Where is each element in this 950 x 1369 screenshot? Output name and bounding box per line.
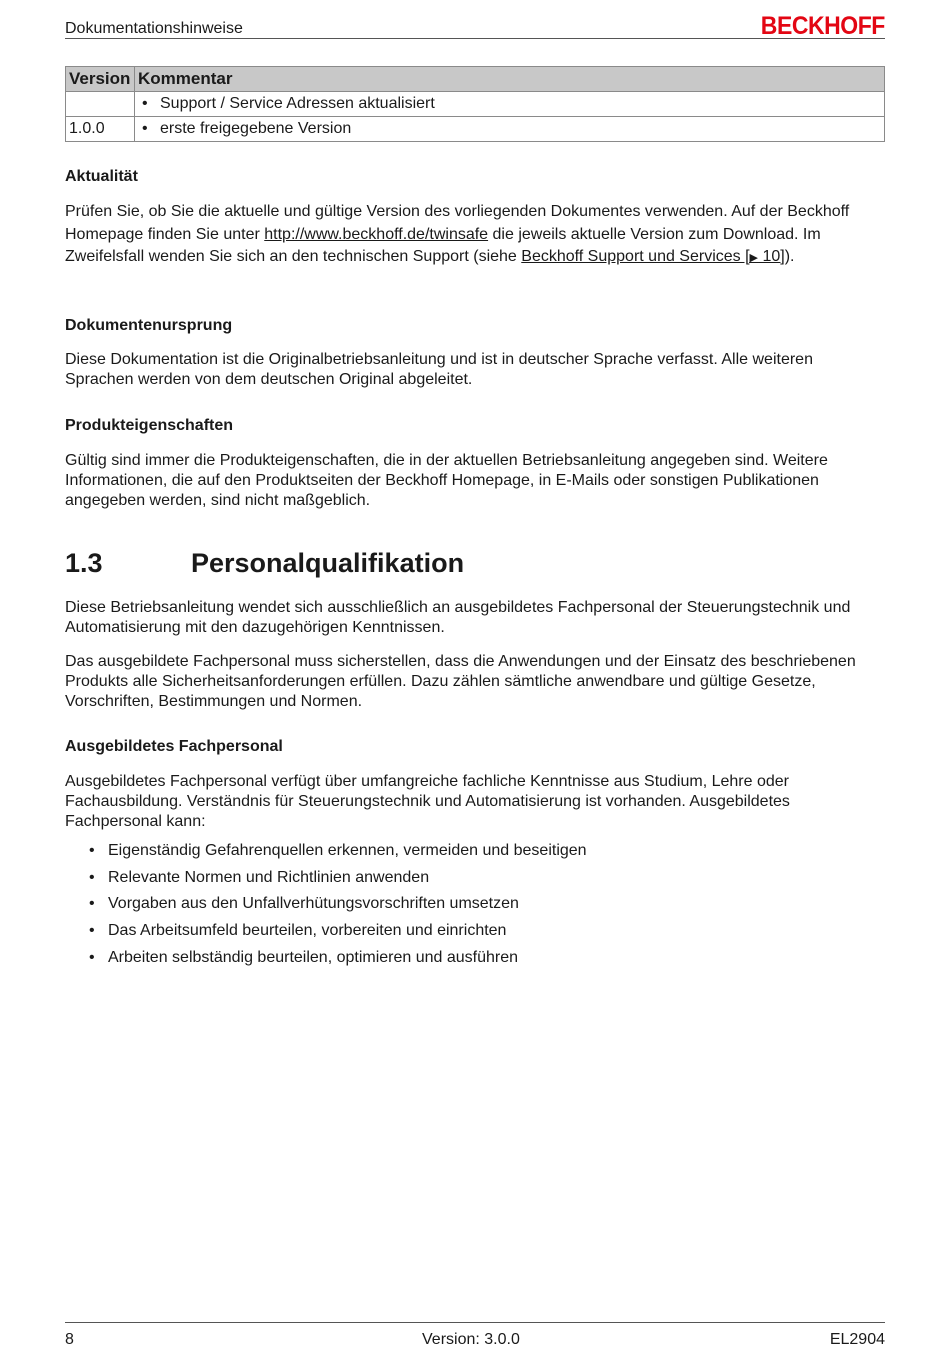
paragraph-aktualitaet: [65, 201, 885, 270]
text-eigenschaften: Gültig sind immer die Produkteigenschaften, die in der aktuellen Betriebsanleitung angegeben sind. Weitere Informationen, die auf den Produktseiten der Beckhoff Homepage, in E-Mails oder sonstigen Publikationen angegeben werden, sind nicht maßgeblich.: [65, 452, 828, 509]
text-chapter-1: Diese Betriebsanleitung wendet sich ausschließlich an ausgebildetes Fachpersonal der Steuerungstechnik und Automatisierung mit den dazugehörigen Kenntnissen.: [65, 599, 851, 636]
page-header: [65, 8, 885, 39]
text-chapter-2: Das ausgebildete Fachpersonal muss sicherstellen, dass die Anwendungen und der Einsatz des beschriebenen Produkts alle Sicherheitsanforderungen erfüllen. Dazu zählen sämtliche anwendbare und gültige Gesetze, Vorschriften, Bestimmungen und Normen.: [65, 653, 856, 710]
table-header-comment: Kommentar: [135, 67, 885, 92]
text-fachpersonal: Ausgebildetes Fachpersonal verfügt über umfangreiche fachliche Kenntnisse aus Studium, Lehre oder Fachausbildung. Verständnis für Steuerungstechnik und Automatisierung ist vorhanden. Ausgebildetes Fachpersonal kann:: [65, 773, 790, 830]
paragraph-chapter-2: [65, 652, 885, 712]
text-ursprung: Diese Dokumentation ist die Originalbetriebsanleitung und ist in deutscher Sprache verfasst. Alle weiteren Sprachen werden von dem deutschen Original abgeleitet.: [65, 351, 813, 388]
bullet: •: [142, 95, 148, 112]
beckhoff-logo: BECKHOFF: [760, 12, 885, 40]
text-segment: ).: [784, 248, 795, 265]
section-fachpersonal: [65, 738, 885, 756]
list-item: • Relevante Normen und Richtlinien anwenden: [89, 868, 430, 886]
page-footer: [65, 1322, 885, 1353]
link-twinsafe[interactable]: http://www.beckhoff.de/twinsafe: [264, 225, 489, 243]
comment-text: erste freigegebene Version: [160, 120, 352, 137]
bullet: •: [142, 120, 148, 137]
table-header-version: Version: [66, 67, 135, 92]
heading-fachpersonal: Ausgebildetes Fachpersonal: [65, 738, 283, 755]
table-cell-comment: [135, 117, 885, 142]
chapter-number: 1.3: [65, 548, 103, 578]
list-item: • Vorgaben aus den Unfallverhütungsvorschriften umsetzen: [89, 895, 519, 913]
comment-text: Support / Service Adressen aktualisiert: [160, 95, 435, 112]
header-section-title: Dokumentationshinweise: [65, 20, 243, 37]
table-cell-comment: [135, 92, 885, 117]
paragraph-ursprung: [65, 350, 885, 390]
version-history-table: [65, 66, 885, 142]
section-ursprung: [65, 317, 885, 335]
table-cell-version: 1.0.0: [66, 117, 135, 142]
product-name: EL2904: [829, 1331, 885, 1348]
list-item: • Das Arbeitsumfeld beurteilen, vorbereiten und einrichten: [89, 922, 507, 940]
text-segment: die jeweils aktuelle Version zum Download. Im Zweifelsfall wenden Sie sich an den technischen Support (siehe: [65, 225, 821, 265]
chapter-heading: [65, 548, 885, 584]
list-item: • Arbeiten selbständig beurteilen, optimieren und ausführen: [89, 948, 519, 966]
text-segment: Prüfen Sie, ob Sie die aktuelle und gültige Version des vorliegenden Dokumentes verwenden. Auf der Beckhoff Homepage finden Sie unter: [65, 203, 850, 243]
paragraph-chapter-1: [65, 598, 885, 638]
document-version: Version: 3.0.0: [422, 1331, 520, 1348]
fachpersonal-list: [65, 841, 885, 974]
table-header-row: [66, 67, 885, 92]
paragraph-eigenschaften: [65, 451, 885, 511]
list-item: • Eigenständig Gefahrenquellen erkennen, vermeiden und beseitigen: [89, 842, 587, 859]
chapter-title: Personalqualifikation: [191, 548, 465, 578]
section-aktualitaet: [65, 168, 885, 186]
link-support-services[interactable]: Beckhoff Support und Services [▶ 10]: [521, 248, 785, 265]
table-row: [66, 117, 885, 142]
page-number: 8: [65, 1331, 74, 1348]
paragraph-fachpersonal: [65, 772, 885, 832]
heading-ursprung: Dokumentenursprung: [65, 317, 233, 334]
arrow-right-icon: ▶: [749, 252, 759, 264]
table-cell-version: [66, 92, 135, 117]
section-eigenschaften: [65, 417, 885, 435]
table-row: [66, 92, 885, 117]
heading-aktualitaet: Aktualität: [65, 168, 138, 185]
heading-eigenschaften: Produkteigenschaften: [65, 417, 234, 434]
